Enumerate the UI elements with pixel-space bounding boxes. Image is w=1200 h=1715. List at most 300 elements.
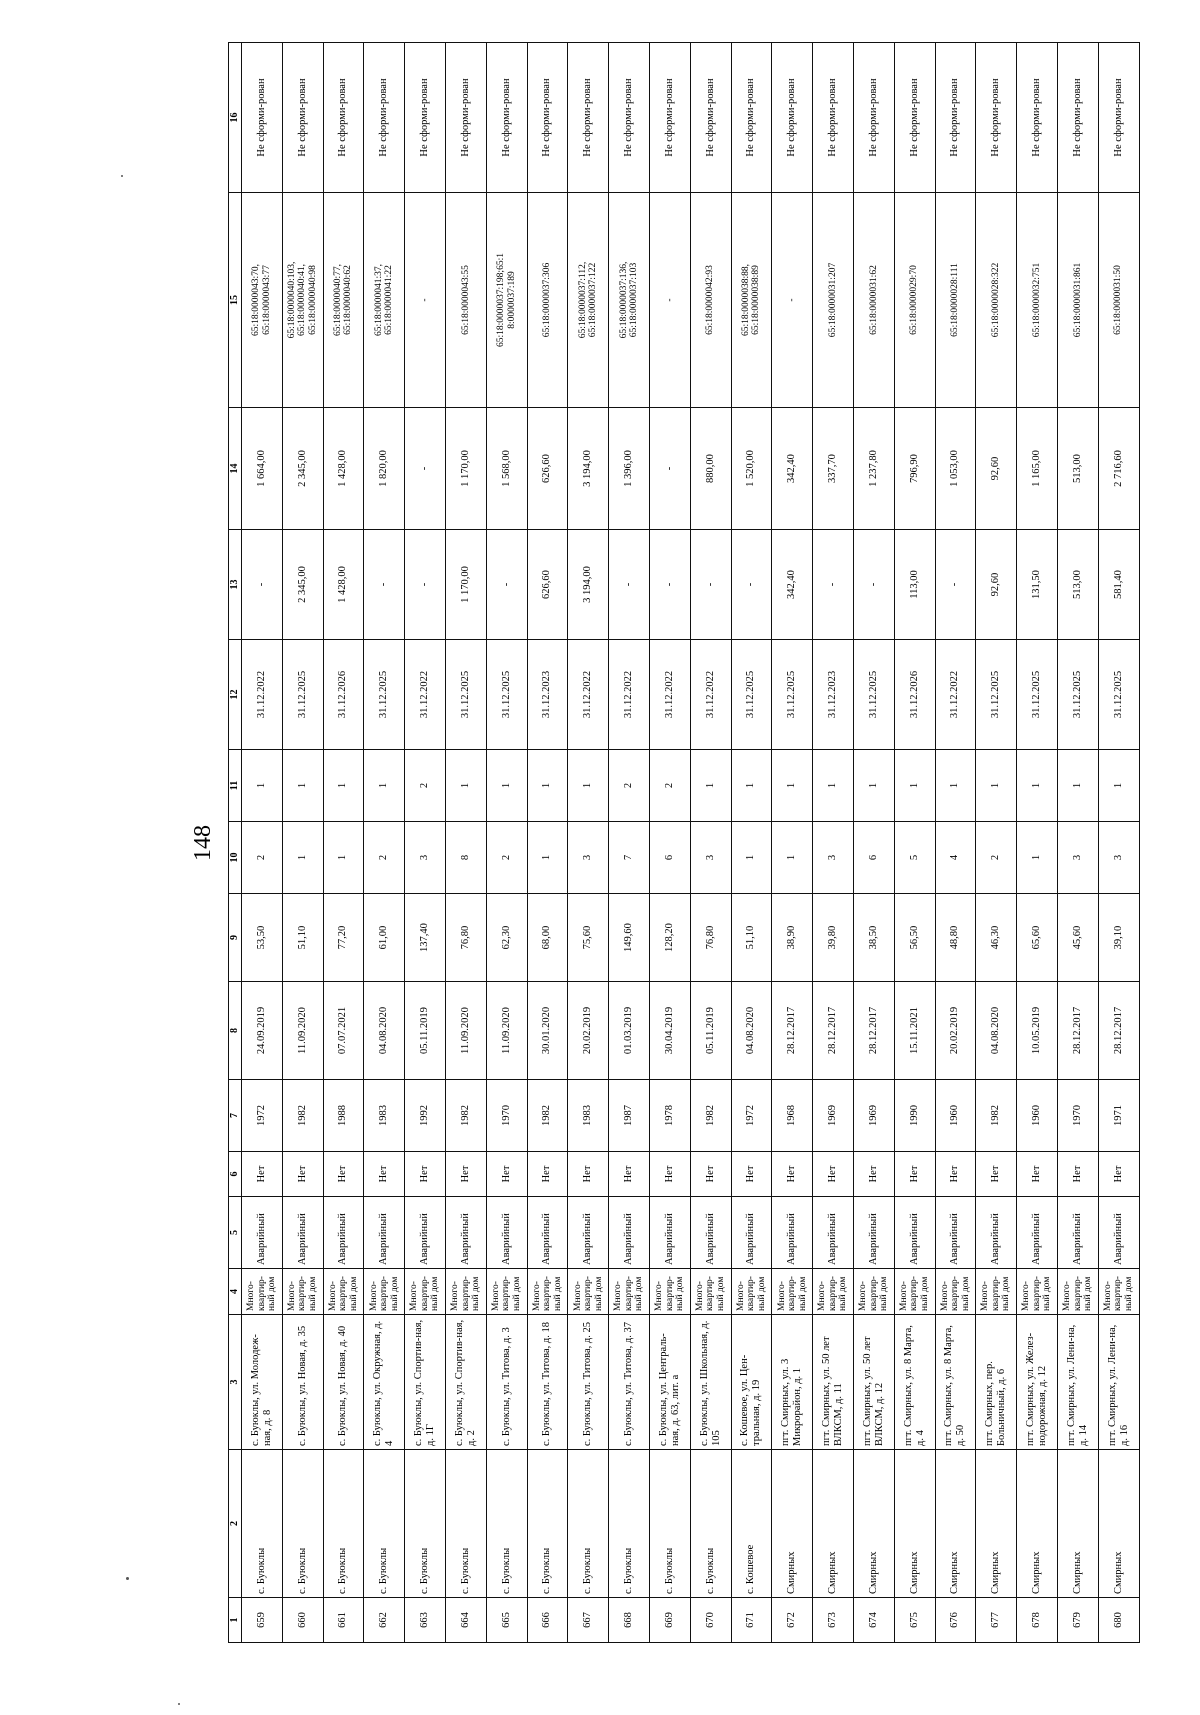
cell-status: Аварийный [445,1197,486,1269]
cell-deadline-date: 31.12.2022 [405,640,446,750]
cell-row-number: 660 [282,1598,323,1643]
cell-cadastral-numbers: 65:18:0000032:751 [1017,193,1058,408]
cell-row-number: 680 [1098,1598,1139,1643]
cell-build-year: 1992 [405,1080,446,1152]
column-number-13: 13 [229,530,242,640]
cell-house-type: Много-квартир-ный дом [486,1269,527,1315]
table-row [894,43,935,1643]
cell-decision-date: 28.12.2017 [813,982,854,1080]
cell-build-year: 1983 [568,1080,609,1152]
cell-status: Аварийный [935,1197,976,1269]
cell-deadline-date: 31.12.2022 [568,640,609,750]
cell-build-year: 1988 [323,1080,364,1152]
cell-status: Аварийный [364,1197,405,1269]
cell-decision-date: 10.05.2019 [1017,982,1058,1080]
cell-area: 51,10 [731,894,772,982]
cell-flag: Нет [486,1152,527,1197]
cell-settlement: с. Буюклы [609,1450,650,1598]
cell-land-status: Не сформи-рован [405,43,446,193]
scan-speck [178,1703,180,1705]
cell-row-number: 675 [894,1598,935,1643]
cell-status: Аварийный [1098,1197,1139,1269]
cell-land-status: Не сформи-рован [649,43,690,193]
cell-build-year: 1971 [1098,1080,1139,1152]
cell-area: 128,20 [649,894,690,982]
cell-flag: Нет [1057,1152,1098,1197]
column-number-1: 1 [229,1598,242,1643]
cell-land-status: Не сформи-рован [1057,43,1098,193]
cell-value-b: 337,70 [813,408,854,530]
cell-decision-date: 11.09.2020 [445,982,486,1080]
cell-value-b: 3 194,00 [568,408,609,530]
cell-count-a: 4 [935,822,976,894]
cell-address: пгт. Смирных, ул. 8 Марта, д. 50 [935,1315,976,1450]
cell-row-number: 670 [690,1598,731,1643]
column-number-11: 11 [229,750,242,822]
cell-row-number: 665 [486,1598,527,1643]
cell-area: 45,60 [1057,894,1098,982]
cell-value-b: 1 237,80 [853,408,894,530]
housing-registry-table [228,42,1140,1643]
cell-build-year: 1990 [894,1080,935,1152]
cell-count-b: 1 [1057,750,1098,822]
cell-count-b: 1 [445,750,486,822]
column-number-4: 4 [229,1269,242,1315]
cell-count-a: 1 [282,822,323,894]
cell-decision-date: 28.12.2017 [1098,982,1139,1080]
cell-deadline-date: 31.12.2025 [1098,640,1139,750]
cell-address: пгт. Смирных, ул. 8 Марта, д. 4 [894,1315,935,1450]
table-row [731,43,772,1643]
cell-decision-date: 04.08.2020 [731,982,772,1080]
cell-area: 51,10 [282,894,323,982]
cell-count-b: 1 [364,750,405,822]
cell-deadline-date: 31.12.2023 [527,640,568,750]
cell-build-year: 1982 [527,1080,568,1152]
column-number-row [229,43,242,1643]
cell-decision-date: 11.09.2020 [282,982,323,1080]
cell-land-status: Не сформи-рован [690,43,731,193]
column-number-6: 6 [229,1152,242,1197]
cell-area: 77,20 [323,894,364,982]
cell-cadastral-numbers: 65:18:0000043:55 [445,193,486,408]
cell-address: с. Буюклы, ул. Школьная, д. 105 [690,1315,731,1450]
cell-settlement: Смирных [1057,1450,1098,1598]
cell-flag: Нет [894,1152,935,1197]
cell-row-number: 664 [445,1598,486,1643]
cell-cadastral-numbers: 65:18:0000037:198;65:1 8:0000037:189 [486,193,527,408]
cell-house-type: Много-квартир-ный дом [405,1269,446,1315]
cell-value-b: 1 428,00 [323,408,364,530]
cell-count-b: 2 [609,750,650,822]
cell-value-a: - [242,530,283,640]
cell-decision-date: 30.04.2019 [649,982,690,1080]
cell-build-year: 1983 [364,1080,405,1152]
cell-area: 137,40 [405,894,446,982]
cell-count-b: 1 [731,750,772,822]
cell-settlement: с. Буюклы [242,1450,283,1598]
cell-flag: Нет [813,1152,854,1197]
cell-decision-date: 11.09.2020 [486,982,527,1080]
cell-house-type: Много-квартир-ный дом [853,1269,894,1315]
cell-value-b: 2 345,00 [282,408,323,530]
cell-value-b: 1 396,00 [609,408,650,530]
cell-value-a: - [649,530,690,640]
cell-address: пгт. Смирных, ул. 50 лет ВЛКСМ, д. 11 [813,1315,854,1450]
cell-decision-date: 28.12.2017 [853,982,894,1080]
cell-settlement: Смирных [976,1450,1017,1598]
cell-settlement: с. Буюклы [486,1450,527,1598]
cell-address: с. Буюклы, ул. Новая, д. 35 [282,1315,323,1450]
cell-value-a: 113,00 [894,530,935,640]
cell-status: Аварийный [1057,1197,1098,1269]
cell-count-b: 2 [405,750,446,822]
table-row [323,43,364,1643]
cell-count-b: 1 [813,750,854,822]
page-number: 148 [190,825,216,861]
cell-count-b: 1 [853,750,894,822]
cell-value-a: 92,60 [976,530,1017,640]
cell-count-a: 2 [364,822,405,894]
cell-area: 39,10 [1098,894,1139,982]
cell-row-number: 661 [323,1598,364,1643]
cell-value-b: 880,00 [690,408,731,530]
cell-deadline-date: 31.12.2025 [364,640,405,750]
cell-value-a: 581,40 [1098,530,1139,640]
cell-count-a: 8 [445,822,486,894]
cell-land-status: Не сформи-рован [772,43,813,193]
cell-decision-date: 05.11.2019 [405,982,446,1080]
cell-value-a: - [690,530,731,640]
cell-deadline-date: 31.12.2022 [935,640,976,750]
cell-count-b: 1 [772,750,813,822]
cell-land-status: Не сформи-рован [813,43,854,193]
cell-value-b: 1 820,00 [364,408,405,530]
cell-cadastral-numbers: 65:18:0000028:111 [935,193,976,408]
cell-decision-date: 04.08.2020 [976,982,1017,1080]
cell-address: с. Буюклы, ул. Титова, д. 37 [609,1315,650,1450]
cell-build-year: 1969 [853,1080,894,1152]
cell-address: пгт. Смирных, пер. Больничный, д. 6 [976,1315,1017,1450]
cell-house-type: Много-квартир-ный дом [323,1269,364,1315]
cell-address: с. Кошевое, ул. Цен-тральная, д. 19 [731,1315,772,1450]
cell-count-a: 6 [853,822,894,894]
cell-build-year: 1960 [1017,1080,1058,1152]
cell-count-b: 1 [568,750,609,822]
cell-cadastral-numbers: - [772,193,813,408]
cell-deadline-date: 31.12.2023 [813,640,854,750]
cell-row-number: 672 [772,1598,813,1643]
cell-status: Аварийный [527,1197,568,1269]
cell-decision-date: 15.11.2021 [894,982,935,1080]
cell-address: с. Буюклы, ул. Титова, д. 3 [486,1315,527,1450]
cell-count-a: 3 [405,822,446,894]
cell-flag: Нет [976,1152,1017,1197]
table-row [690,43,731,1643]
cell-status: Аварийный [486,1197,527,1269]
cell-row-number: 667 [568,1598,609,1643]
cell-land-status: Не сформи-рован [976,43,1017,193]
table-row [364,43,405,1643]
cell-flag: Нет [1017,1152,1058,1197]
cell-address: с. Буюклы, ул. Спортив-ная, д. 2 [445,1315,486,1450]
cell-status: Аварийный [323,1197,364,1269]
cell-flag: Нет [568,1152,609,1197]
cell-cadastral-numbers: - [405,193,446,408]
cell-count-a: 1 [323,822,364,894]
cell-cadastral-numbers: 65:18:0000028:322 [976,193,1017,408]
cell-count-a: 1 [772,822,813,894]
cell-area: 53,50 [242,894,283,982]
cell-status: Аварийный [690,1197,731,1269]
cell-cadastral-numbers: 65:18:0000037:306 [527,193,568,408]
cell-area: 39,80 [813,894,854,982]
cell-count-b: 1 [242,750,283,822]
cell-build-year: 1969 [813,1080,854,1152]
cell-settlement: Смирных [894,1450,935,1598]
cell-build-year: 1968 [772,1080,813,1152]
cell-status: Аварийный [405,1197,446,1269]
column-number-2: 2 [229,1450,242,1598]
cell-house-type: Много-квартир-ный дом [1098,1269,1139,1315]
cell-status: Аварийный [649,1197,690,1269]
cell-count-b: 1 [527,750,568,822]
cell-flag: Нет [364,1152,405,1197]
cell-address: пгт. Смирных, ул. 3 Микрорайон, д. 1 [772,1315,813,1450]
cell-decision-date: 28.12.2017 [1057,982,1098,1080]
cell-row-number: 663 [405,1598,446,1643]
cell-count-b: 1 [894,750,935,822]
cell-status: Аварийный [976,1197,1017,1269]
cell-status: Аварийный [242,1197,283,1269]
cell-house-type: Много-квартир-ный дом [568,1269,609,1315]
cell-value-b: 1 568,00 [486,408,527,530]
column-number-16: 16 [229,43,242,193]
cell-house-type: Много-квартир-ный дом [609,1269,650,1315]
cell-count-b: 1 [323,750,364,822]
cell-settlement: Смирных [935,1450,976,1598]
cell-cadastral-numbers: 65:18:0000040:103, 65:18:0000040:41, 65:18:0000040:98 [282,193,323,408]
cell-row-number: 669 [649,1598,690,1643]
cell-house-type: Много-квартир-ный дом [690,1269,731,1315]
cell-house-type: Много-квартир-ный дом [894,1269,935,1315]
cell-build-year: 1960 [935,1080,976,1152]
cell-area: 149,60 [609,894,650,982]
cell-deadline-date: 31.12.2025 [486,640,527,750]
cell-status: Аварийный [568,1197,609,1269]
cell-value-a: 342,40 [772,530,813,640]
cell-house-type: Много-квартир-ный дом [282,1269,323,1315]
table-row [242,43,283,1643]
cell-area: 38,50 [853,894,894,982]
cell-flag: Нет [527,1152,568,1197]
table-row [853,43,894,1643]
cell-deadline-date: 31.12.2025 [1057,640,1098,750]
cell-area: 68,00 [527,894,568,982]
cell-row-number: 674 [853,1598,894,1643]
cell-land-status: Не сформи-рован [527,43,568,193]
cell-house-type: Много-квартир-ный дом [772,1269,813,1315]
cell-cadastral-numbers: - [649,193,690,408]
cell-settlement: с. Буюклы [649,1450,690,1598]
cell-count-a: 3 [568,822,609,894]
cell-land-status: Не сформи-рован [609,43,650,193]
cell-deadline-date: 31.12.2022 [649,640,690,750]
cell-cadastral-numbers: 65:18:0000041:37, 65:18:0000041:22 [364,193,405,408]
cell-value-a: - [731,530,772,640]
column-number-8: 8 [229,982,242,1080]
cell-settlement: с. Кошевое [731,1450,772,1598]
cell-row-number: 676 [935,1598,976,1643]
cell-value-b: 1 520,00 [731,408,772,530]
cell-address: пгт. Смирных, ул. Лени-на, д. 16 [1098,1315,1139,1450]
cell-status: Аварийный [813,1197,854,1269]
cell-land-status: Не сформи-рован [242,43,283,193]
cell-value-a: - [853,530,894,640]
cell-count-a: 7 [609,822,650,894]
table-row [445,43,486,1643]
cell-land-status: Не сформи-рован [853,43,894,193]
cell-flag: Нет [731,1152,772,1197]
table-row [609,43,650,1643]
cell-build-year: 1982 [282,1080,323,1152]
cell-value-a: 513,00 [1057,530,1098,640]
table-row [813,43,854,1643]
cell-area: 61,00 [364,894,405,982]
cell-land-status: Не сформи-рован [282,43,323,193]
cell-settlement: с. Буюклы [527,1450,568,1598]
cell-count-b: 1 [690,750,731,822]
table-body [242,43,1140,1643]
cell-address: пгт. Смирных, ул. Лени-на, д. 14 [1057,1315,1098,1450]
cell-value-b: 2 716,60 [1098,408,1139,530]
cell-value-a: 2 345,00 [282,530,323,640]
cell-row-number: 668 [609,1598,650,1643]
cell-build-year: 1970 [486,1080,527,1152]
cell-flag: Нет [690,1152,731,1197]
cell-count-b: 1 [1017,750,1058,822]
cell-land-status: Не сформи-рован [364,43,405,193]
cell-flag: Нет [323,1152,364,1197]
cell-settlement: Смирных [853,1450,894,1598]
column-number-14: 14 [229,408,242,530]
cell-build-year: 1970 [1057,1080,1098,1152]
cell-build-year: 1972 [731,1080,772,1152]
cell-flag: Нет [282,1152,323,1197]
cell-settlement: с. Буюклы [690,1450,731,1598]
cell-address: пгт. Смирных, ул. Желез-нодорожная, д. 12 [1017,1315,1058,1450]
table-row [568,43,609,1643]
cell-cadastral-numbers: 65:18:0000043:70, 65:18:0000043:77 [242,193,283,408]
table-row [486,43,527,1643]
cell-house-type: Много-квартир-ный дом [976,1269,1017,1315]
cell-value-a: - [935,530,976,640]
cell-area: 65,60 [1017,894,1058,982]
cell-address: с. Буюклы, ул. Окружная, д. 4 [364,1315,405,1450]
cell-cadastral-numbers: 65:18:0000038:88, 65:18:0000038:89 [731,193,772,408]
cell-area: 62,30 [486,894,527,982]
cell-row-number: 673 [813,1598,854,1643]
cell-flag: Нет [853,1152,894,1197]
cell-deadline-date: 31.12.2025 [976,640,1017,750]
cell-value-a: 626,60 [527,530,568,640]
cell-area: 48,80 [935,894,976,982]
cell-value-b: 342,40 [772,408,813,530]
table-row [1098,43,1139,1643]
cell-decision-date: 28.12.2017 [772,982,813,1080]
cell-land-status: Не сформи-рован [935,43,976,193]
cell-decision-date: 01.03.2019 [609,982,650,1080]
cell-value-b: 796,90 [894,408,935,530]
cell-count-a: 2 [976,822,1017,894]
cell-house-type: Много-квартир-ный дом [731,1269,772,1315]
cell-build-year: 1972 [242,1080,283,1152]
cell-flag: Нет [935,1152,976,1197]
cell-build-year: 1982 [445,1080,486,1152]
cell-house-type: Много-квартир-ный дом [527,1269,568,1315]
cell-address: с. Буюклы, ул. Титова, д. 25 [568,1315,609,1450]
cell-area: 75,60 [568,894,609,982]
table-row [282,43,323,1643]
cell-settlement: с. Буюклы [405,1450,446,1598]
cell-value-b: - [649,408,690,530]
cell-count-a: 3 [1057,822,1098,894]
cell-build-year: 1978 [649,1080,690,1152]
cell-area: 56,50 [894,894,935,982]
cell-status: Аварийный [894,1197,935,1269]
cell-value-a: - [609,530,650,640]
cell-status: Аварийный [772,1197,813,1269]
cell-settlement: Смирных [1098,1450,1139,1598]
cell-status: Аварийный [1017,1197,1058,1269]
cell-count-a: 2 [486,822,527,894]
cell-cadastral-numbers: 65:18:0000037:112, 65:18:0000037:122 [568,193,609,408]
cell-decision-date: 20.02.2019 [935,982,976,1080]
cell-address: с. Буюклы, ул. Спортив-ная, д. 1Г [405,1315,446,1450]
cell-address: с. Буюклы, ул. Титова, д. 18 [527,1315,568,1450]
cell-house-type: Много-квартир-ный дом [242,1269,283,1315]
cell-cadastral-numbers: 65:18:0000042:93 [690,193,731,408]
scan-speck [126,1577,129,1580]
cell-count-a: 1 [527,822,568,894]
cell-land-status: Не сформи-рован [894,43,935,193]
table-row [405,43,446,1643]
table-row [1057,43,1098,1643]
cell-land-status: Не сформи-рован [568,43,609,193]
cell-build-year: 1982 [690,1080,731,1152]
column-number-10: 10 [229,822,242,894]
cell-flag: Нет [609,1152,650,1197]
cell-decision-date: 30.01.2020 [527,982,568,1080]
table-row [649,43,690,1643]
cell-count-a: 1 [731,822,772,894]
cell-count-b: 1 [935,750,976,822]
cell-row-number: 662 [364,1598,405,1643]
cell-settlement: Смирных [813,1450,854,1598]
column-number-15: 15 [229,193,242,408]
cell-house-type: Много-квартир-ный дом [935,1269,976,1315]
cell-cadastral-numbers: 65:18:0000031:207 [813,193,854,408]
cell-land-status: Не сформи-рован [323,43,364,193]
cell-decision-date: 05.11.2019 [690,982,731,1080]
cell-settlement: Смирных [1017,1450,1058,1598]
cell-value-a: - [813,530,854,640]
scan-speck [121,175,123,177]
cell-house-type: Много-квартир-ный дом [649,1269,690,1315]
cell-row-number: 678 [1017,1598,1058,1643]
cell-status: Аварийный [731,1197,772,1269]
cell-land-status: Не сформи-рован [1017,43,1058,193]
